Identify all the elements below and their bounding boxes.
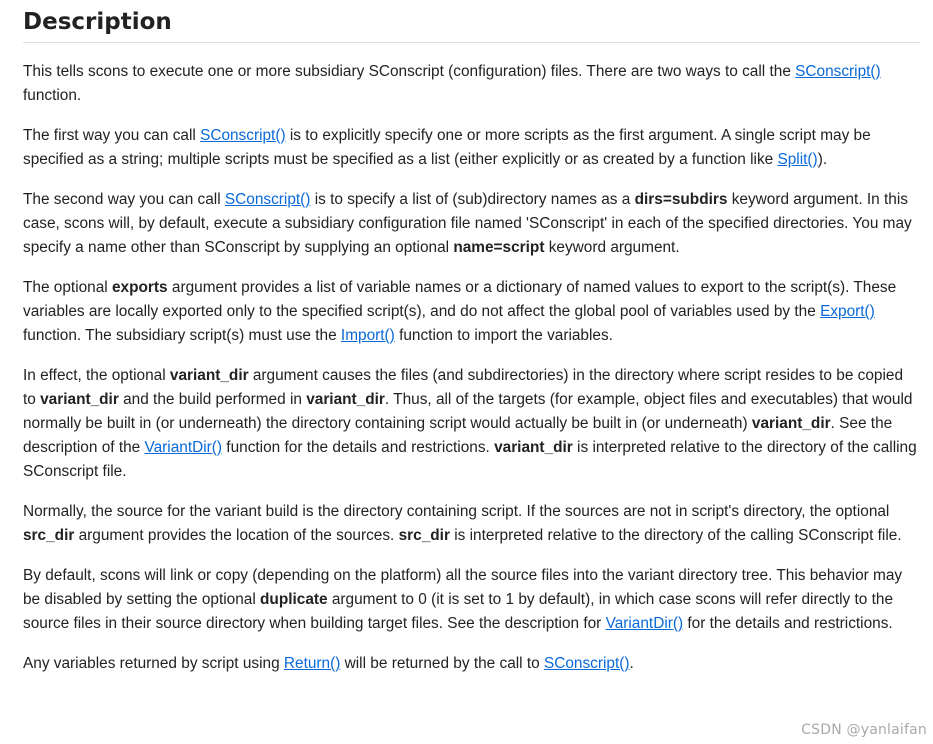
keyword-duplicate: duplicate xyxy=(260,591,328,608)
keyword-variant-dir: variant_dir xyxy=(494,439,573,456)
keyword-dirs: dirs=subdirs xyxy=(634,191,728,208)
text-span: is interpreted relative to the directory of the calling SConscript file. xyxy=(449,527,902,544)
link-return[interactable]: Return() xyxy=(283,655,341,672)
text-span: The optional xyxy=(23,279,112,296)
text-span: function to import the variables. xyxy=(394,327,613,344)
keyword-variant-dir: variant_dir xyxy=(306,391,385,408)
text-span: and the build performed in xyxy=(118,391,307,408)
text-span: argument provides the location of the sources. xyxy=(74,527,399,544)
link-sconscript[interactable]: SConscript() xyxy=(224,191,311,208)
text-span: for the details and restrictions. xyxy=(683,615,893,632)
text-span: will be returned by the call to xyxy=(340,655,544,672)
paragraph-src-dir xyxy=(23,500,920,548)
paragraph-variant-dir xyxy=(23,364,920,484)
text-span: is interpreted relative to the directory of the calling SConscript file. xyxy=(23,439,917,480)
text-span: argument causes the files (and subdirectories) in the directory where script resides to be copied to xyxy=(23,367,904,408)
text-span: . See the description of the xyxy=(23,415,893,456)
text-span: In effect, the optional xyxy=(23,367,170,384)
link-export[interactable]: Export() xyxy=(820,303,875,320)
link-sconscript[interactable]: SConscript() xyxy=(543,655,630,672)
heading-divider xyxy=(23,42,920,43)
text-span: By default, scons will link or copy (depending on the platform) all the source files into the variant directory tree. This behavior may be disabled by setting the optional xyxy=(23,567,903,608)
text-span: keyword argument. xyxy=(544,239,680,256)
keyword-variant-dir: variant_dir xyxy=(751,415,831,432)
link-split[interactable]: Split() xyxy=(777,151,818,168)
text-span: function. The subsidiary script(s) must use the xyxy=(23,327,341,344)
keyword-src-dir: src_dir xyxy=(23,527,75,544)
watermark: CSDN @yanlaifan xyxy=(801,722,927,738)
paragraph-return xyxy=(23,652,920,676)
link-variantdir[interactable]: VariantDir() xyxy=(605,615,684,632)
text-span: . xyxy=(629,655,634,672)
paragraph-second-way xyxy=(23,188,920,260)
description-section xyxy=(23,0,920,676)
text-span: Normally, the source for the variant build is the directory containing script. If the sources are not in script's directory, the optional xyxy=(23,503,890,520)
text-span: is to explicitly specify one or more scripts as the first argument. A single script may be specified as a string; multiple scripts must be specified as a list (either explicitly or as created by a function like xyxy=(23,127,871,168)
text-span: This tells scons to execute one or more subsidiary SConscript (configuration) files. There are two ways to call the xyxy=(23,63,796,80)
link-sconscript[interactable]: SConscript() xyxy=(795,63,881,80)
text-span: is to specify a list of (sub)directory names as a xyxy=(310,191,635,208)
page-title: Description xyxy=(23,9,172,35)
text-span: . Thus, all of the targets (for example, object files and executables) that would normally be built in (or underneath) the directory containing script would actually be built in (or underneath) xyxy=(23,391,913,432)
text-span: argument provides a list of variable names or a dictionary of named values to export to the script(s). These variables are locally exported only to the specified script(s), and do not affect the global pool of variables used by the xyxy=(23,279,897,320)
keyword-name: name=script xyxy=(453,239,545,256)
keyword-exports: exports xyxy=(112,279,168,296)
keyword-variant-dir: variant_dir xyxy=(169,367,249,384)
text-span: ). xyxy=(817,151,828,168)
text-span: argument to 0 (it is set to 1 by default), in which case scons will refer directly to the source files in their source directory when building target files. See the description for xyxy=(23,591,894,632)
paragraph-intro xyxy=(23,60,920,108)
text-span: The second way you can call xyxy=(23,191,225,208)
link-variantdir[interactable]: VariantDir() xyxy=(144,439,223,456)
keyword-variant-dir: variant_dir xyxy=(40,391,119,408)
text-span: function for the details and restrictions. xyxy=(222,439,495,456)
link-sconscript[interactable]: SConscript() xyxy=(200,127,286,144)
text-span: keyword argument. In this case, scons will, by default, execute a subsidiary configuration file named 'SConscript' in each of the specified directories. You may specify a name other than SConscript by supplying an optional xyxy=(23,191,912,256)
link-import[interactable]: Import() xyxy=(340,327,395,344)
paragraph-first-way xyxy=(23,124,920,172)
keyword-src-dir: src_dir xyxy=(398,527,450,544)
text-span: The first way you can call xyxy=(23,127,201,144)
text-span: Any variables returned by script using xyxy=(23,655,284,672)
paragraph-duplicate xyxy=(23,564,920,636)
text-span: function. xyxy=(23,87,82,104)
paragraph-exports xyxy=(23,276,920,348)
